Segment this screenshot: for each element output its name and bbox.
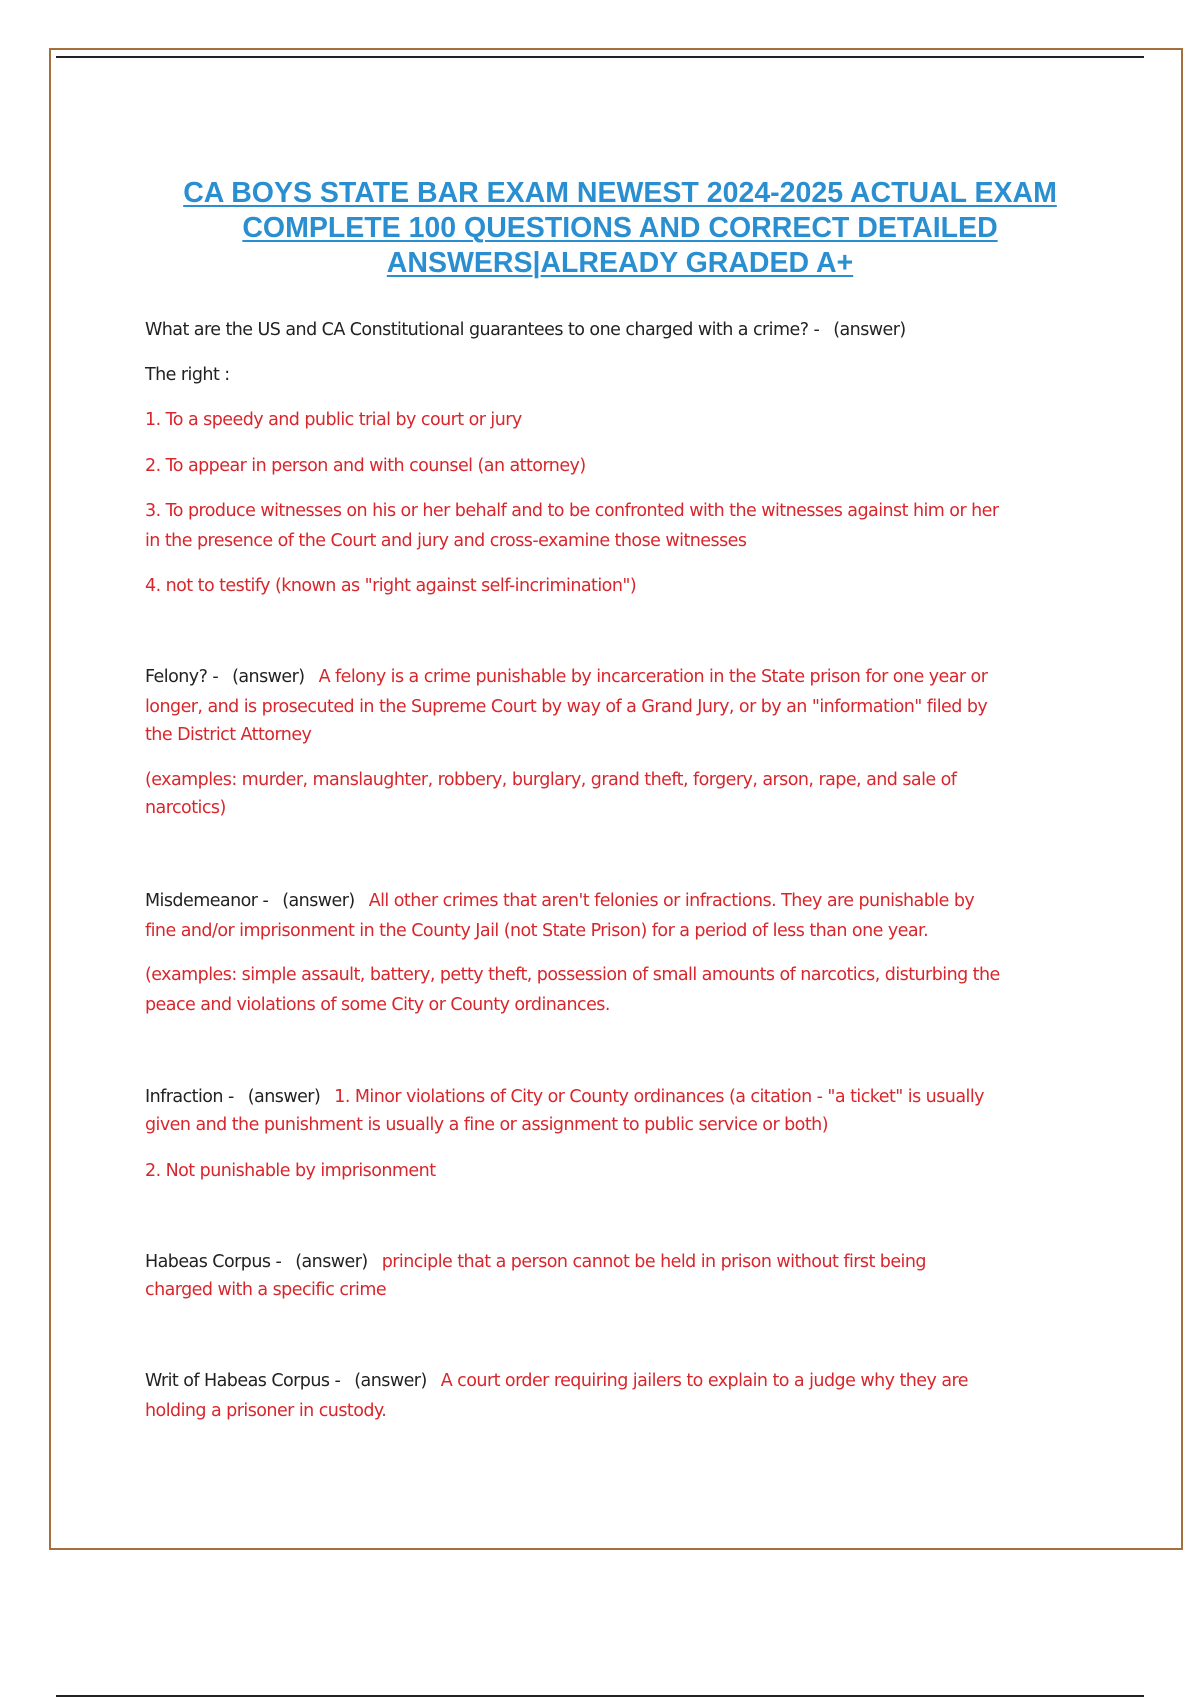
bottom-rule <box>56 1695 1144 1697</box>
answer-tag: (answer) <box>354 1371 427 1391</box>
answer-tag: (answer) <box>232 667 305 687</box>
term-writ-habeas-corpus: Writ of Habeas Corpus - <box>145 1371 341 1391</box>
rights-intro: The right : <box>145 365 230 385</box>
question-misdemeanor <box>145 886 1090 916</box>
title-line-2: COMPLETE 100 QUESTIONS AND CORRECT DETAILED <box>242 212 998 244</box>
habeas-answer-line-2: charged with a specific crime <box>145 1280 387 1300</box>
misdemeanor-answer-line-2: fine and/or imprisonment in the County Jail (not State Prison) for a period of less than one year. <box>145 921 929 941</box>
infraction-answer-line-1: 1. Minor violations of City or County ordinances (a citation - "a ticket" is usually <box>334 1087 984 1107</box>
term-felony: Felony? - <box>145 667 219 687</box>
question-writ-habeas-corpus <box>145 1366 1090 1396</box>
felony-answer-line-1: A felony is a crime punishable by incarceration in the State prison for one year or <box>318 667 988 687</box>
misdemeanor-examples-line-2: peace and violations of some City or County ordinances. <box>145 995 610 1015</box>
habeas-answer-line-1: principle that a person cannot be held in prison without first being <box>381 1252 926 1272</box>
infraction-extra: 2. Not punishable by imprisonment <box>145 1161 436 1181</box>
title-line-3: ANSWERS|ALREADY GRADED A+ <box>386 247 854 279</box>
writ-answer-line-1: A court order requiring jailers to explain to a judge why they are <box>440 1371 968 1391</box>
rights-item-4: 4. not to testify (known as "right against self-incrimination") <box>145 576 637 596</box>
rights-item-1: 1. To a speedy and public trial by court or jury <box>145 410 522 430</box>
answer-tag: (answer) <box>282 891 355 911</box>
question-infraction <box>145 1082 1090 1112</box>
felony-examples-line-2: narcotics) <box>145 798 226 818</box>
question-text: What are the US and CA Constitutional guarantees to one charged with a crime? - <box>145 320 820 340</box>
term-habeas-corpus: Habeas Corpus - <box>145 1252 282 1272</box>
question-felony <box>145 662 1090 692</box>
felony-examples-line-1: (examples: murder, manslaughter, robbery, burglary, grand theft, forgery, arson, rape, and sale of <box>145 770 957 790</box>
title-line-1: CA BOYS STATE BAR EXAM NEWEST 2024-2025 ACTUAL EXAM <box>183 177 1057 209</box>
answer-tag: (answer) <box>833 320 906 340</box>
top-rule <box>56 56 1144 58</box>
misdemeanor-answer-line-1: All other crimes that aren't felonies or infractions. They are punishable by <box>368 891 975 911</box>
question-habeas-corpus <box>145 1247 1090 1277</box>
answer-tag: (answer) <box>247 1087 321 1107</box>
infraction-answer-line-2: given and the punishment is usually a fine or assignment to public service or both) <box>145 1115 828 1135</box>
felony-answer-line-2: longer, and is prosecuted in the Supreme Court by way of a Grand Jury, or by an "information" filed by <box>145 697 988 717</box>
document-title <box>130 176 1110 281</box>
felony-answer-line-3: the District Attorney <box>145 725 312 745</box>
term-infraction: Infraction - <box>145 1087 234 1107</box>
writ-answer-line-2: holding a prisoner in custody. <box>145 1401 387 1421</box>
misdemeanor-examples-line-1: (examples: simple assault, battery, petty theft, possession of small amounts of narcotics, disturbing the <box>145 965 1000 985</box>
question-rights <box>145 315 1090 345</box>
rights-item-3: 3. To produce witnesses on his or her behalf and to be confronted with the witnesses against him or her <box>145 501 999 521</box>
rights-item-2: 2. To appear in person and with counsel (an attorney) <box>145 456 586 476</box>
term-misdemeanor: Misdemeanor - <box>145 891 269 911</box>
answer-tag: (answer) <box>295 1252 368 1272</box>
rights-item-3-cont: in the presence of the Court and jury and cross-examine those witnesses <box>145 531 747 551</box>
